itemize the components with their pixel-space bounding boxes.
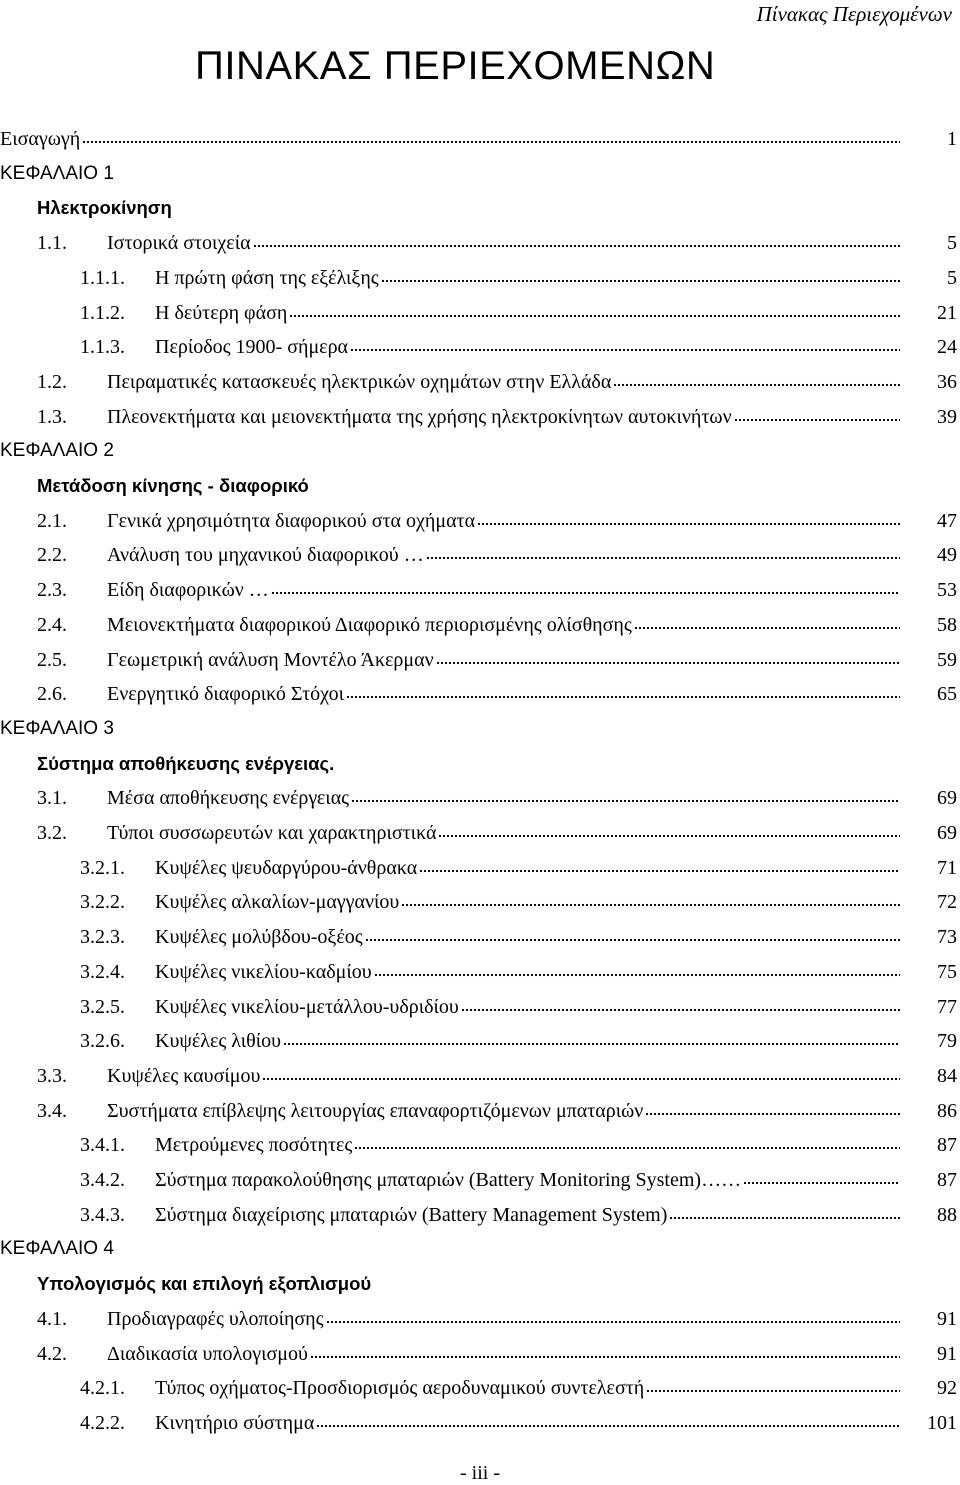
- toc-page-number: 59: [937, 648, 957, 671]
- toc-entry-title: Μειονεκτήματα διαφορικού Διαφορικό περιορισμένης ολίσθησης: [107, 613, 632, 636]
- toc-entry-title: Κυψέλες ψευδαργύρου-άνθρακα: [155, 856, 418, 879]
- toc-page-number: 58: [937, 613, 957, 636]
- toc-page-number: 5: [947, 232, 957, 255]
- toc-entry[interactable]: [0, 126, 960, 160]
- toc-entry[interactable]: [0, 612, 960, 646]
- toc-entry-title: Η δεύτερη φάση: [155, 301, 288, 324]
- toc-entry-title: Κυψέλες καυσίμου: [107, 1064, 261, 1087]
- toc-dot-leader: [734, 418, 900, 424]
- toc-entry-title: Σύστημα διαχείρισης μπαταριών (Battery Management System): [155, 1203, 668, 1226]
- toc-entry-number: 4.2.1.: [80, 1377, 125, 1400]
- toc-entry[interactable]: [0, 1202, 960, 1236]
- toc-entry-number: 3.2.4.: [80, 960, 125, 983]
- toc-entry[interactable]: [0, 1063, 960, 1097]
- toc-dot-leader: [271, 591, 900, 597]
- toc-entry-title: Μέσα αποθήκευσης ενέργειας: [107, 787, 350, 810]
- toc-entry-title: Κυψέλες νικελίου-μετάλλου-υδριδίου: [155, 995, 459, 1018]
- toc-page-number: 36: [937, 370, 957, 393]
- toc-dot-leader: [438, 834, 900, 840]
- toc-entry-number: 1.1.1.: [80, 266, 125, 289]
- toc-entry-number: 2.2.: [37, 544, 67, 567]
- toc-entry-title: Μετρούμενες ποσότητες: [155, 1134, 353, 1157]
- toc-entry-title: Κυψέλες λιθίου: [155, 1030, 281, 1053]
- toc-dot-leader: [613, 383, 900, 389]
- toc-page-number: 1: [947, 128, 957, 150]
- toc-page-number: 84: [937, 1064, 957, 1087]
- toc-entry[interactable]: [0, 1375, 960, 1409]
- toc-entry-number: 1.1.3.: [80, 336, 125, 359]
- toc-dot-leader: [381, 279, 900, 285]
- toc-dot-leader: [669, 1216, 900, 1222]
- toc-entry-title: Η πρώτη φάση της εξέλιξης: [155, 266, 379, 289]
- toc-dot-leader: [82, 140, 900, 146]
- toc-entry-title: Τύποι συσσωρευτών και χαρακτηριστικά: [107, 822, 437, 844]
- toc-entry-title: Πλεονεκτήματα και μειονεκτήματα της χρήσης ηλεκτροκίνητων αυτοκινήτων: [107, 405, 732, 428]
- toc-entry-title: Ανάλυση του μηχανικού διαφορικού …: [107, 544, 424, 567]
- toc-entry[interactable]: [0, 1271, 960, 1305]
- toc-entry-number: 4.2.: [37, 1342, 67, 1365]
- toc-dot-leader: [461, 1008, 900, 1014]
- toc-entry-number: 1.1.: [37, 232, 67, 255]
- toc-entry[interactable]: [0, 924, 960, 958]
- toc-entry-number: 3.2.: [37, 822, 67, 844]
- toc-page-number: 39: [937, 405, 957, 428]
- toc-chapter-subtitle: Μετάδοση κίνησης - διαφορικό: [37, 475, 309, 496]
- toc-page-number: 87: [937, 1134, 957, 1157]
- toc-entry[interactable]: [0, 820, 960, 854]
- toc-entry-title: Κυψέλες νικελίου-καδμίου: [155, 960, 372, 983]
- toc-entry-number: 3.4.1.: [80, 1134, 125, 1157]
- toc-dot-leader: [253, 244, 900, 250]
- toc-entry-number: 3.4.: [37, 1099, 67, 1122]
- toc-page-number: 91: [937, 1307, 957, 1330]
- toc-dot-leader: [646, 1389, 900, 1395]
- toc-page-number: 73: [937, 926, 957, 949]
- toc-page-number: 87: [937, 1169, 957, 1191]
- toc-dot-leader: [262, 1077, 900, 1083]
- toc-entry-number: 3.2.5.: [80, 995, 125, 1018]
- toc-entry-number: 2.4.: [37, 613, 67, 636]
- toc-entry-number: 4.2.2.: [80, 1411, 125, 1434]
- toc-entry-title: Εισαγωγή: [0, 128, 81, 150]
- toc-entry[interactable]: [0, 1028, 960, 1062]
- toc-page-number: 77: [937, 995, 957, 1018]
- toc-page-number: 91: [937, 1342, 957, 1365]
- toc-chapter-heading: ΚΕΦΑΛΑΙΟ 4: [0, 1238, 114, 1260]
- toc-entry[interactable]: [0, 994, 960, 1028]
- running-header: Πίνακας Περιεχομένων: [756, 2, 952, 26]
- toc-dot-leader: [436, 661, 900, 667]
- toc-entry[interactable]: [0, 855, 960, 889]
- toc-entry[interactable]: [0, 647, 960, 681]
- toc-chapter-heading: ΚΕΦΑΛΑΙΟ 1: [0, 162, 114, 184]
- toc-entry[interactable]: [0, 577, 960, 611]
- toc-entry-number: 3.2.1.: [80, 856, 125, 879]
- toc-entry-number: 3.1.: [37, 787, 67, 810]
- page-number-footer: - iii -: [460, 1462, 500, 1484]
- toc-chapter-subtitle: Σύστημα αποθήκευσης ενέργειας.: [37, 752, 335, 774]
- toc-page-number: 47: [937, 509, 957, 532]
- toc-page-number: 21: [937, 301, 957, 324]
- toc-dot-leader: [326, 1320, 900, 1326]
- toc-entry[interactable]: [0, 1098, 960, 1132]
- toc-page-number: 71: [937, 856, 957, 879]
- toc-entry-title: Ενεργητικό διαφορικό Στόχοι: [107, 683, 344, 706]
- toc-entry-number: 2.5.: [37, 648, 67, 671]
- toc-entry[interactable]: [0, 1306, 960, 1340]
- toc-entry[interactable]: [0, 1341, 960, 1375]
- toc-entry-number: 3.4.3.: [80, 1203, 125, 1226]
- toc-entry-number: 2.1.: [37, 509, 67, 532]
- toc-dot-leader: [365, 938, 900, 944]
- toc-entry-number: 1.3.: [37, 405, 67, 428]
- toc-entry-number: 2.6.: [37, 683, 67, 706]
- toc-entry-number: 3.2.6.: [80, 1030, 125, 1053]
- toc-dot-leader: [634, 626, 900, 632]
- toc-dot-leader: [350, 348, 900, 354]
- toc-page-number: 53: [937, 579, 957, 602]
- toc-dot-leader: [477, 522, 900, 528]
- toc-entry[interactable]: [0, 1132, 960, 1166]
- toc-page-number: 86: [937, 1099, 957, 1122]
- toc-dot-leader: [645, 1112, 900, 1118]
- toc-page-number: 92: [937, 1377, 957, 1400]
- toc-entry[interactable]: [0, 751, 960, 785]
- toc-chapter-heading: ΚΕΦΑΛΑΙΟ 3: [0, 717, 114, 739]
- toc-dot-leader: [310, 1355, 900, 1361]
- toc-entry-number: 2.3.: [37, 579, 67, 602]
- toc-entry[interactable]: [0, 265, 960, 299]
- toc-entry-title: Τύπος οχήματος-Προσδιορισμός αεροδυναμικού συντελεστή: [155, 1377, 645, 1400]
- toc-entry[interactable]: [0, 1236, 960, 1270]
- toc-entry[interactable]: [0, 785, 960, 819]
- toc-page-number: 72: [937, 891, 957, 914]
- toc-entry-number: 3.2.2.: [80, 891, 125, 914]
- toc-entry-title: Προδιαγραφές υλοποίησης: [107, 1307, 324, 1330]
- toc-entry-title: Περίοδος 1900- σήμερα: [155, 336, 349, 359]
- toc-entry-title: Κινητήριο σύστημα: [155, 1411, 315, 1434]
- toc-entry[interactable]: [0, 161, 960, 195]
- toc-dot-leader: [351, 799, 900, 805]
- toc-page-number: 65: [937, 683, 957, 706]
- toc-entry-title: Διαδικασία υπολογισμού: [107, 1342, 308, 1365]
- toc-entry[interactable]: [0, 473, 960, 507]
- toc-dot-leader: [346, 695, 900, 701]
- toc-entry-number: 3.4.2.: [80, 1169, 125, 1191]
- toc-entry-title: Συστήματα επίβλεψης λειτουργίας επαναφορτιζόμενων μπαταριών: [107, 1099, 644, 1122]
- toc-entry[interactable]: [0, 195, 960, 229]
- toc-dot-leader: [426, 556, 900, 562]
- toc-entry-title: Σύστημα παρακολούθησης μπαταριών (Battery Monitoring System)……: [155, 1169, 742, 1191]
- toc-dot-leader: [316, 1424, 900, 1430]
- toc-entry[interactable]: [0, 438, 960, 472]
- toc-entry-title: Γεωμετρική ανάλυση Μοντέλο Άκερμαν: [107, 648, 434, 671]
- toc-dot-leader: [374, 973, 900, 979]
- toc-entry-title: Ιστορικά στοιχεία: [107, 232, 251, 255]
- toc-page-number: 101: [927, 1411, 957, 1434]
- toc-page-number: 75: [937, 960, 957, 983]
- toc-entry-number: 4.1.: [37, 1307, 67, 1330]
- toc-page-number: 79: [937, 1030, 957, 1053]
- toc-dot-leader: [354, 1146, 900, 1152]
- toc-entry-number: 1.1.2.: [80, 301, 125, 324]
- toc-dot-leader: [419, 869, 900, 875]
- toc-page-number: 69: [937, 822, 957, 844]
- toc-entry[interactable]: [0, 959, 960, 993]
- toc-entry[interactable]: [0, 889, 960, 923]
- page-title: ΠΙΝΑΚΑΣ ΠΕΡΙΕΧΟΜΕΝΩΝ: [195, 44, 716, 88]
- toc-entry-number: 3.3.: [37, 1064, 67, 1087]
- toc-entry-title: Είδη διαφορικών …: [107, 579, 269, 602]
- toc-page-number: 24: [937, 336, 957, 359]
- toc-entry[interactable]: [0, 1410, 960, 1444]
- toc-entry[interactable]: [0, 334, 960, 368]
- toc-chapter-subtitle: Υπολογισμός και επιλογή εξοπλισμού: [37, 1273, 372, 1295]
- toc-dot-leader: [289, 314, 900, 320]
- toc-entry-title: Γενικά χρησιμότητα διαφορικού στα οχήματα: [107, 509, 476, 532]
- toc-entry-title: Κυψέλες αλκαλίων-μαγγανίου: [155, 891, 400, 914]
- toc-entry-title: Κυψέλες μολύβδου-οξέος: [155, 926, 363, 949]
- toc-entry[interactable]: [0, 542, 960, 576]
- toc-entry[interactable]: [0, 230, 960, 264]
- toc-entry[interactable]: [0, 300, 960, 334]
- toc-chapter-subtitle: Ηλεκτροκίνηση: [37, 197, 172, 219]
- toc-entry[interactable]: [0, 404, 960, 438]
- toc-page-number: 69: [937, 787, 957, 810]
- toc-page-number: 88: [937, 1203, 957, 1226]
- toc-dot-leader: [283, 1042, 900, 1048]
- toc-entry-number: 1.2.: [37, 370, 67, 393]
- toc-entry[interactable]: [0, 681, 960, 715]
- toc-dot-leader: [743, 1181, 900, 1187]
- toc-entry-number: 3.2.3.: [80, 926, 125, 949]
- toc-dot-leader: [401, 903, 900, 909]
- toc-entry[interactable]: [0, 1167, 960, 1201]
- toc-page-number: 5: [947, 266, 957, 289]
- toc-chapter-heading: ΚΕΦΑΛΑΙΟ 2: [0, 440, 114, 462]
- toc-entry[interactable]: [0, 369, 960, 403]
- toc-entry[interactable]: [0, 508, 960, 542]
- toc-entry-title: Πειραματικές κατασκευές ηλεκτρικών οχημάτων στην Ελλάδα: [107, 370, 612, 393]
- toc-entry[interactable]: [0, 716, 960, 750]
- toc-page-number: 49: [937, 544, 957, 567]
